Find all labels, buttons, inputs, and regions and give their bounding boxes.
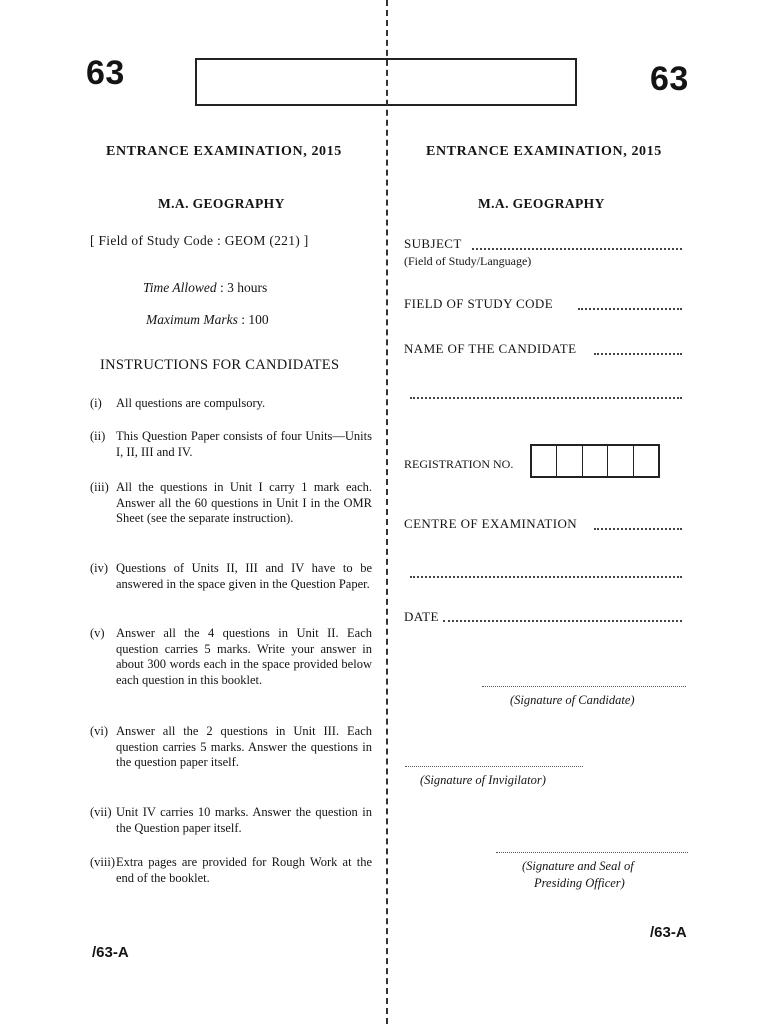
subject-left: M.A. GEOGRAPHY [158, 196, 285, 211]
candidate-name-fill-line-2[interactable] [410, 397, 682, 399]
date-label: DATE [404, 609, 439, 624]
candidate-name-label: NAME OF THE CANDIDATE [404, 341, 577, 356]
time-allowed [143, 280, 267, 296]
time-allowed-value: : 3 hours [220, 280, 268, 295]
paper-code-right: 63 [650, 60, 689, 98]
time-allowed-label: Time Allowed [143, 280, 217, 295]
centre-fill-line[interactable] [594, 528, 682, 530]
registration-digit-box[interactable] [583, 446, 608, 476]
instruction-item: (iii) All the questions in Unit I carry 1 mark each. Answer all the 60 questions in Unit I in the OMR Sheet (see the separate instruction). [90, 480, 372, 525]
subject-sub-label: (Field of Study/Language) [404, 254, 532, 268]
exam-title-right: ENTRANCE EXAMINATION, 2015 [426, 144, 662, 159]
maximum-marks-label: Maximum Marks [146, 312, 238, 327]
instruction-item: (v) Answer all the 4 questions in Unit II. Each question carries 5 marks. Write your answer in about 300 words each in the space provided below each question in this booklet. [90, 626, 372, 687]
subject-label: SUBJECT [404, 236, 462, 251]
candidate-signature-line[interactable] [482, 686, 686, 687]
date-fill-line[interactable] [443, 620, 682, 622]
centre-fill-line-2[interactable] [410, 576, 682, 578]
officer-signature-caption-1: (Signature and Seal of [522, 859, 634, 873]
field-of-study-code: [ Field of Study Code : GEOM (221) ] [90, 233, 309, 248]
paper-code-left: 63 [86, 54, 125, 92]
instruction-item: (vi) Answer all the 2 questions in Unit III. Each question carries 5 marks. Answer the questions in the question paper itself. [90, 724, 372, 769]
registration-digit-box[interactable] [608, 446, 633, 476]
instruction-item: (i) All questions are compulsory. [90, 396, 266, 410]
subject-fill-line[interactable] [472, 248, 682, 250]
tear-off-line [386, 0, 388, 1024]
candidate-name-fill-line[interactable] [594, 353, 682, 355]
candidate-signature-caption: (Signature of Candidate) [510, 693, 635, 707]
registration-number-boxes[interactable] [530, 444, 660, 478]
instruction-item: (ii) This Question Paper consists of four Units—Units I, II, III and IV. [90, 429, 372, 459]
officer-signature-line[interactable] [496, 852, 688, 853]
registration-digit-box[interactable] [557, 446, 582, 476]
exam-title-left: ENTRANCE EXAMINATION, 2015 [106, 144, 342, 159]
invigilator-signature-caption: (Signature of Invigilator) [420, 773, 546, 787]
registration-digit-box[interactable] [532, 446, 557, 476]
subject-right: M.A. GEOGRAPHY [478, 196, 605, 211]
instruction-item: (vii) Unit IV carries 10 marks. Answer the question in the Question paper itself. [90, 805, 372, 835]
instruction-item: (viii) Extra pages are provided for Rough Work at the end of the booklet. [90, 855, 372, 885]
field-code-fill-line[interactable] [578, 308, 682, 310]
registration-digit-box[interactable] [634, 446, 658, 476]
officer-signature-caption-2: Presiding Officer) [534, 876, 625, 890]
invigilator-signature-line[interactable] [405, 766, 583, 767]
field-code-label: FIELD OF STUDY CODE [404, 296, 554, 311]
maximum-marks [146, 312, 269, 328]
maximum-marks-value: : 100 [241, 312, 269, 327]
instructions-title: INSTRUCTIONS FOR CANDIDATES [100, 357, 340, 373]
centre-label: CENTRE OF EXAMINATION [404, 516, 578, 531]
instruction-item: (iv) Questions of Units II, III and IV have to be answered in the space given in the Question Paper. [90, 561, 372, 591]
booklet-code-right: /63-A [650, 924, 687, 941]
booklet-code-left: /63-A [92, 944, 129, 961]
registration-label: REGISTRATION NO. [404, 457, 514, 471]
